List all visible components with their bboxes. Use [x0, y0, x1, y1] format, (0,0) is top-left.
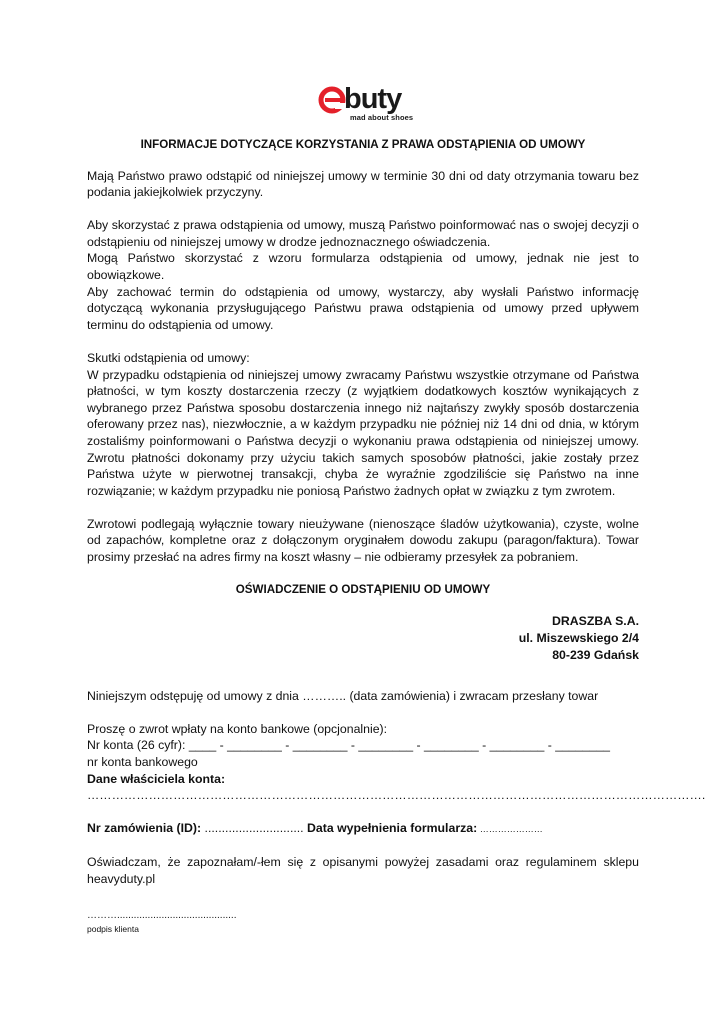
order-id-field[interactable]: .............................	[201, 821, 308, 836]
signature-caption: podpis klienta	[87, 924, 139, 935]
paragraph-effects: W przypadku odstąpienia od niniejszej umowy zwracamy Państwu wszystkie otrzymane od Państwa płatności, w tym koszty dostarczenia rzeczy (z wyjątkiem dodatkowych kosztów wynikających z wybranego przez Państwa sposobu dostarczenia innego niż najtańszy zwykły sposób dostarczenia oferowany przez nas), niezwłocznie, a w każdym przypadku nie później niż 14 dni od dnia, w którym zostaliśmy poinformowani o Państwa decyzji o wykonaniu prawa odstąpienia od niniejszej umowy. Zwrotu płatności dokonamy przy użyciu takich samych sposobów płatności, jakie zostały przez Państwa użyte w pierwotnej transakcji, chyba że wyraźnie zgodziliście się Państwo na inne rozwiązanie; w każdym przypadku nie poniosą Państwo żadnych opłat w związku z tym zwrotem.	[87, 367, 639, 498]
paragraph-return-conditions: Zwrotowi podlegają wyłącznie towary nieużywane (nienoszące śladów użytkowania), czyste, wolne od zapachów, kompletne oraz z dołączonym oryginałem dowodu zakupu (paragon/faktura). Towar prosimy przesłać na adres firmy na koszt własny – nie odbieramy przesyłek za pobraniem.	[87, 516, 639, 564]
withdrawal-statement: Niniejszym odstępuję od umowy z dnia ……….. (data zamówienia) i zwracam przesłany towar	[87, 688, 599, 703]
declaration-text: Oświadczam, że zapoznałam/-łem się z opisanymi powyżej zasadami oraz regulaminem sklepu heavyduty.pl	[87, 855, 639, 886]
account-number-field[interactable]: Nr konta (26 cyfr): ____ - ________ - ________ - ________ - ________ - ________ - ________	[87, 738, 611, 753]
document-body	[87, 137, 706, 935]
logo-wordmark: buty	[344, 83, 402, 115]
paragraph-deadline: Aby zachować termin do odstąpienia od umowy, wystarczy, aby wysłali Państwo informację dotyczącą wykonania przysługującego Państwu prawa odstąpienia od umowy przed upływem terminu do odstąpienia od umowy.	[87, 284, 639, 332]
paragraph-withdrawal-right: Mają Państwo prawo odstąpić od niniejszej umowy w terminie 30 dni od daty otrzymania towaru bez podania jakiejkolwiek przyczyny.	[87, 168, 639, 200]
order-id-label: Nr zamówienia (ID):	[87, 821, 202, 836]
order-details-line	[87, 820, 639, 838]
paragraph-how-to-withdraw: Aby skorzystać z prawa odstąpienia od umowy, muszą Państwo poinformować nas o swojej decyzji o odstąpieniu od niniejszej umowy w drodze jednoznacznego oświadczenia.	[87, 218, 639, 249]
page-title: INFORMACJE DOTYCZĄCE KORZYSTANIA Z PRAWA ODSTĄPIENIA OD UMOWY	[140, 138, 586, 151]
ebuty-logo	[318, 83, 414, 126]
account-owner-label: Dane właściciela konta:	[87, 771, 226, 786]
refund-request: Proszę o zwrot wpłaty na konto bankowe (opcjonalnie):	[87, 721, 388, 736]
paragraph-form-optional: Mogą Państwo skorzystać z wzoru formularza odstąpienia od umowy, jednak nie jest to obowiązkowe.	[87, 251, 639, 283]
company-city: 80-239 Gdańsk	[552, 647, 639, 662]
account-number-caption: nr konta bankowego	[87, 754, 198, 769]
account-owner-field[interactable]: …………………………………………………………………………………………………………………………………….	[87, 788, 706, 803]
fill-date-field[interactable]: …………………	[477, 824, 543, 835]
company-name: DRASZBA S.A.	[552, 613, 639, 628]
logo-tagline: mad about shoes	[350, 113, 414, 122]
company-address	[87, 613, 639, 664]
signature-field[interactable]: ………...........................................	[87, 909, 237, 921]
form-title: OŚWIADCZENIE O ODSTĄPIENIU OD UMOWY	[235, 583, 491, 597]
fill-date-label: Data wypełnienia formularza:	[307, 821, 478, 836]
company-street: ul. Miszewskiego 2/4	[518, 630, 639, 645]
effects-heading: Skutki odstąpienia od umowy:	[87, 350, 250, 365]
